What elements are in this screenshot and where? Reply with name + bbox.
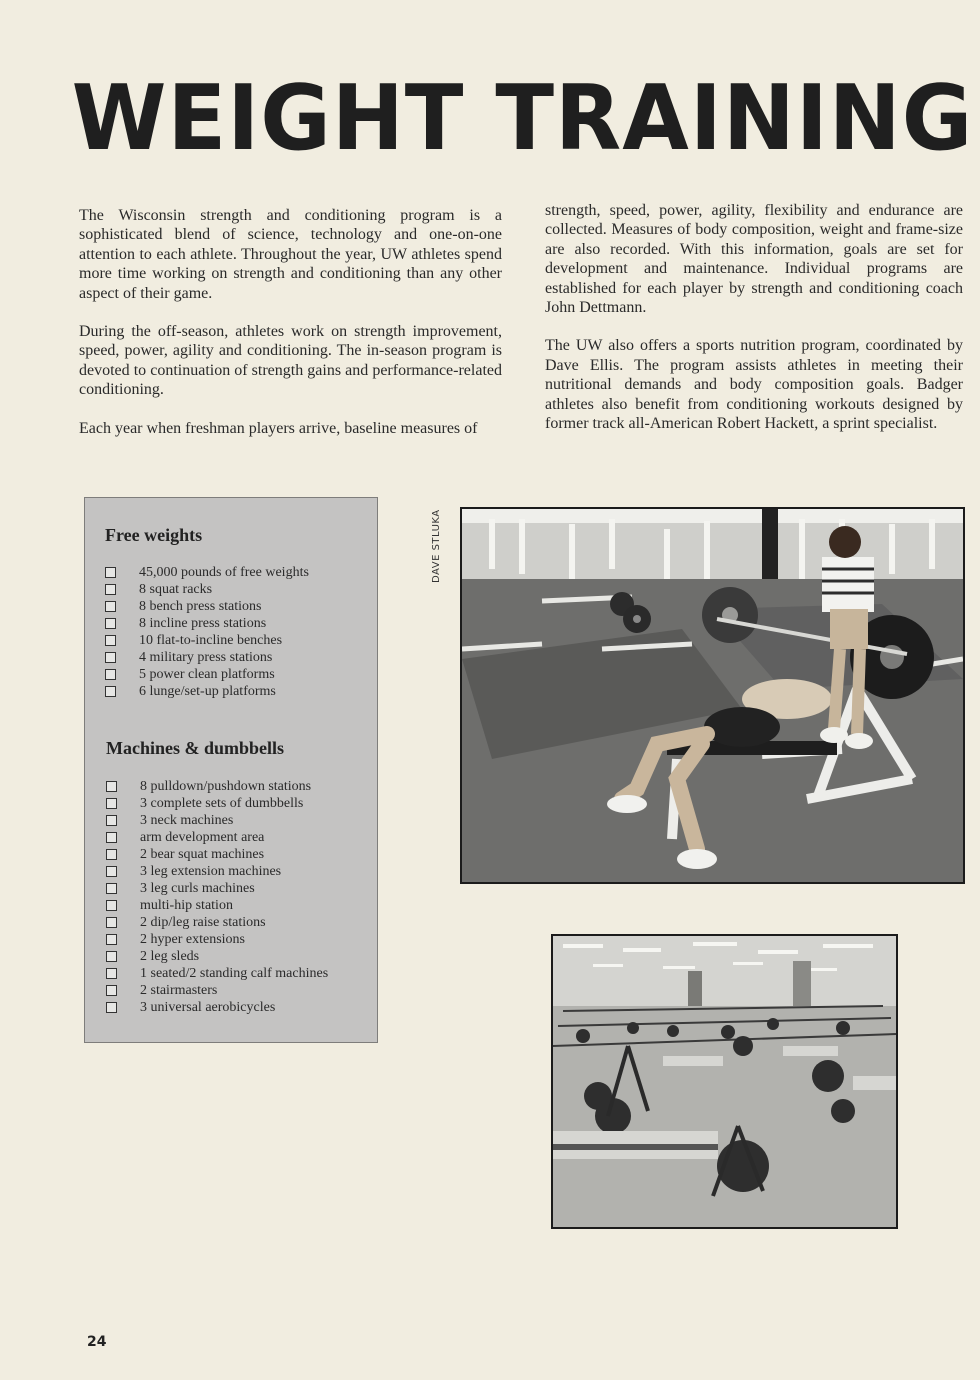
checkbox-icon (106, 934, 117, 945)
checkbox-icon (106, 968, 117, 979)
checkbox-icon (106, 849, 117, 860)
free-weights-list (105, 564, 309, 700)
list-item: multi-hip station (106, 897, 328, 914)
list-item: 2 hyper extensions (106, 931, 328, 948)
weight-room-photo (551, 934, 898, 1229)
list-item: 10 flat-to-incline benches (105, 632, 309, 649)
paragraph: The UW also offers a sports nutrition program, coordinated by Dave Ellis. The program assists athletes in meeting their nutritional demands and body composition goals. Badger athletes also benefit from conditioning workouts designed by former track all-American Robert Hackett, a sprint specialist. (545, 337, 963, 433)
checkbox-icon (105, 669, 116, 680)
checkbox-icon (105, 652, 116, 663)
paragraph: Each year when freshman players arrive, baseline measures of (79, 419, 478, 437)
bench-press-photo (460, 507, 965, 884)
checkbox-icon (106, 883, 117, 894)
right-text-column (545, 201, 963, 452)
left-text-column (79, 206, 502, 457)
checkbox-icon (106, 832, 117, 843)
list-item: 3 leg curls machines (106, 880, 328, 897)
paragraph: The Wisconsin strength and conditioning program is a sophisticated blend of science, technology and one-on-one attention to each athlete. Throughout the year, UW athletes spend more time working on strength and conditioning than any other aspect of their game. (79, 207, 502, 302)
list-item: 2 stairmasters (106, 982, 328, 999)
list-item: 5 power clean platforms (105, 666, 309, 683)
list-item: 3 complete sets of dumbbells (106, 795, 328, 812)
machines-heading: Machines & dumbbells (106, 738, 285, 758)
free-weights-heading: Free weights (105, 525, 203, 545)
checkbox-icon (105, 567, 116, 578)
list-item: 8 squat racks (105, 581, 309, 598)
list-item: 8 bench press stations (105, 598, 309, 615)
page-number: 24 (87, 1334, 107, 1350)
paragraph: strength, speed, power, agility, flexibility and endurance are collected. Measures of body composition, weight and frame-size are also recorded. With this information, goals are set for development and maintenance. Individual programs are established for each player by strength and conditioning coach John Dettmann. (545, 202, 963, 317)
checkbox-icon (105, 601, 116, 612)
bench-press-illustration (462, 509, 963, 882)
list-item: 45,000 pounds of free weights (105, 564, 309, 581)
checkbox-icon (106, 900, 117, 911)
checkbox-icon (106, 815, 117, 826)
list-item: 8 incline press stations (105, 615, 309, 632)
checkbox-icon (106, 951, 117, 962)
checkbox-icon (106, 985, 117, 996)
machines-list (106, 778, 328, 1016)
list-item: 2 leg sleds (106, 948, 328, 965)
facilities-sidebar (84, 497, 378, 1043)
paragraph: During the off-season, athletes work on strength improvement, speed, power, agility and conditioning. The in-season program is devoted to continuation of strength gains and performance-related conditioning. (79, 323, 502, 399)
list-item: 6 lunge/set-up platforms (105, 683, 309, 700)
checkbox-icon (106, 866, 117, 877)
checkbox-icon (105, 618, 116, 629)
checkbox-icon (106, 1002, 117, 1013)
list-item: 3 leg extension machines (106, 863, 328, 880)
page-title: WEIGHT TRAINING (71, 66, 974, 171)
list-item: 3 universal aerobicycles (106, 999, 328, 1016)
list-item: 4 military press stations (105, 649, 309, 666)
photo-credit: DAVE STLUKA (431, 509, 442, 583)
list-item: 1 seated/2 standing calf machines (106, 965, 328, 982)
list-item: 3 neck machines (106, 812, 328, 829)
list-item: arm development area (106, 829, 328, 846)
checkbox-icon (106, 798, 117, 809)
list-item: 8 pulldown/pushdown stations (106, 778, 328, 795)
checkbox-icon (105, 584, 116, 595)
list-item: 2 dip/leg raise stations (106, 914, 328, 931)
checkbox-icon (106, 781, 117, 792)
checkbox-icon (106, 917, 117, 928)
checkbox-icon (105, 686, 116, 697)
weight-room-illustration (553, 936, 896, 1227)
checkbox-icon (105, 635, 116, 646)
list-item: 2 bear squat machines (106, 846, 328, 863)
